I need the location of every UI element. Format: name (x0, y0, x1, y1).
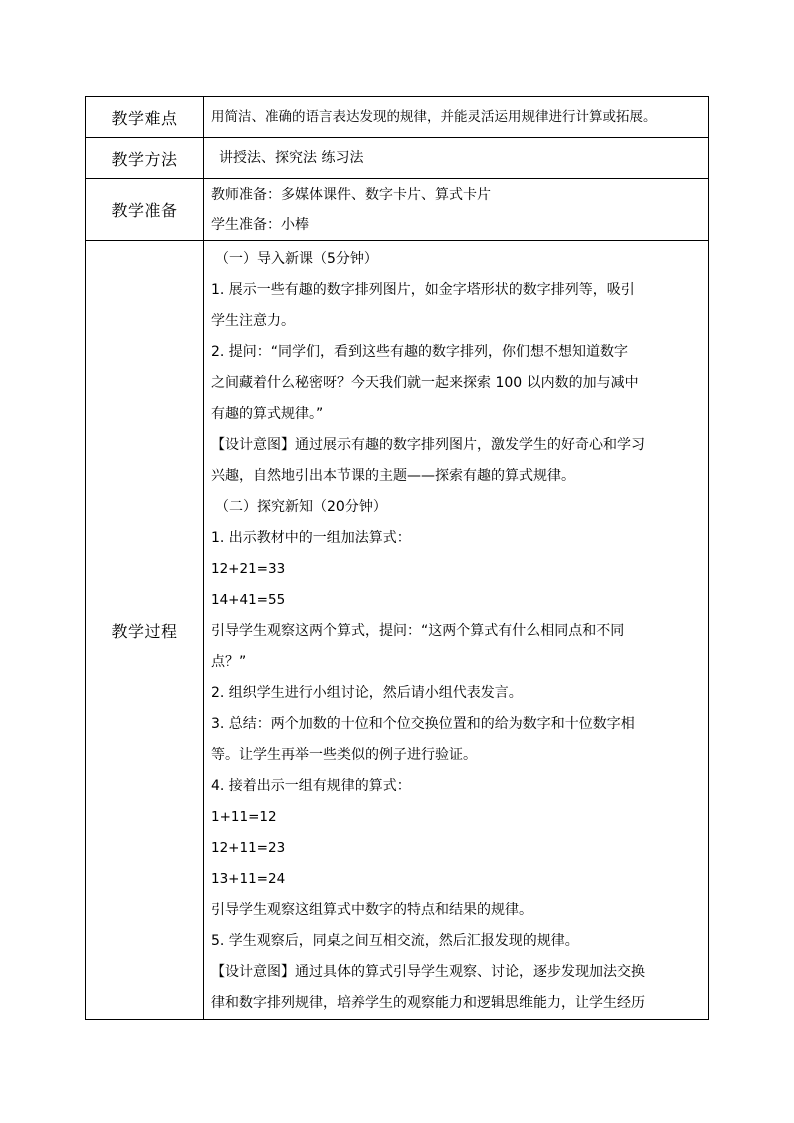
student-preparation: 学生准备：小棒 (211, 216, 309, 233)
content-teaching-process (204, 241, 709, 1020)
design-intent-line: 【设计意图】通过展示有趣的数字排列图片，激发学生的好奇心和学习 (211, 437, 645, 453)
content-teaching-preparation (204, 179, 709, 241)
row-teaching-preparation (86, 179, 709, 241)
process-line: 兴趣，自然地引出本节课的主题——探索有趣的算式规律。 (211, 468, 575, 484)
process-line: 2. 组织学生进行小组讨论，然后请小组代表发言。 (211, 685, 523, 701)
process-line: 1. 出示教材中的一组加法算式： (211, 530, 411, 546)
label-teaching-process: 教学过程 (86, 241, 204, 1020)
equation-line: 13+11=24 (211, 871, 286, 887)
teaching-method-text: 讲授法、探究法 练习法 (219, 150, 364, 166)
teacher-preparation: 教师准备：多媒体课件、数字卡片、算式卡片 (211, 186, 491, 203)
process-line: （一）导入新课（5分钟） (215, 251, 378, 267)
process-line: 1. 展示一些有趣的数字排列图片，如金字塔形状的数字排列等，吸引 (211, 282, 635, 298)
label-teaching-difficulty: 教学难点 (86, 97, 204, 138)
label-teaching-preparation: 教学准备 (86, 179, 204, 241)
row-teaching-process (86, 241, 709, 1020)
process-line: 点？” (211, 654, 247, 670)
process-line: （二）探究新知（20分钟） (215, 499, 387, 515)
content-teaching-difficulty: 用简洁、准确的语言表达发现的规律，并能灵活运用规律进行计算或拓展。 (204, 97, 709, 138)
row-teaching-difficulty (86, 97, 709, 138)
design-intent-line: 【设计意图】通过具体的算式引导学生观察、讨论，逐步发现加法交换 (211, 964, 645, 980)
equation-line: 1+11=12 (211, 809, 277, 825)
process-line: 4. 接着出示一组有规律的算式： (211, 778, 411, 794)
row-teaching-method (86, 138, 709, 179)
process-line: 引导学生观察这两个算式，提问：“这两个算式有什么相同点和不同 (211, 623, 625, 639)
process-line: 律和数字排列规律，培养学生的观察能力和逻辑思维能力，让学生经历 (211, 995, 645, 1011)
process-line: 之间藏着什么秘密呀？今天我们就一起来探索 100 以内数的加与减中 (211, 375, 639, 391)
content-teaching-method (204, 138, 709, 179)
process-line: 5. 学生观察后，同桌之间互相交流，然后汇报发现的规律。 (211, 933, 579, 949)
process-line: 等。让学生再举一些类似的例子进行验证。 (211, 747, 477, 763)
process-line: 引导学生观察这组算式中数字的特点和结果的规律。 (211, 902, 533, 918)
process-line: 3. 总结：两个加数的十位和个位交换位置和的给为数字和十位数字相 (211, 716, 635, 732)
process-line: 2. 提问：“同学们，看到这些有趣的数字排列，你们想不想知道数字 (211, 344, 629, 360)
equation-line: 12+21=33 (211, 561, 286, 577)
process-line: 学生注意力。 (211, 313, 295, 329)
process-line: 有趣的算式规律。” (211, 406, 324, 422)
equation-line: 12+11=23 (211, 840, 286, 856)
label-teaching-method: 教学方法 (86, 138, 204, 179)
lesson-plan-table (85, 96, 709, 1020)
equation-line: 14+41=55 (211, 592, 286, 608)
